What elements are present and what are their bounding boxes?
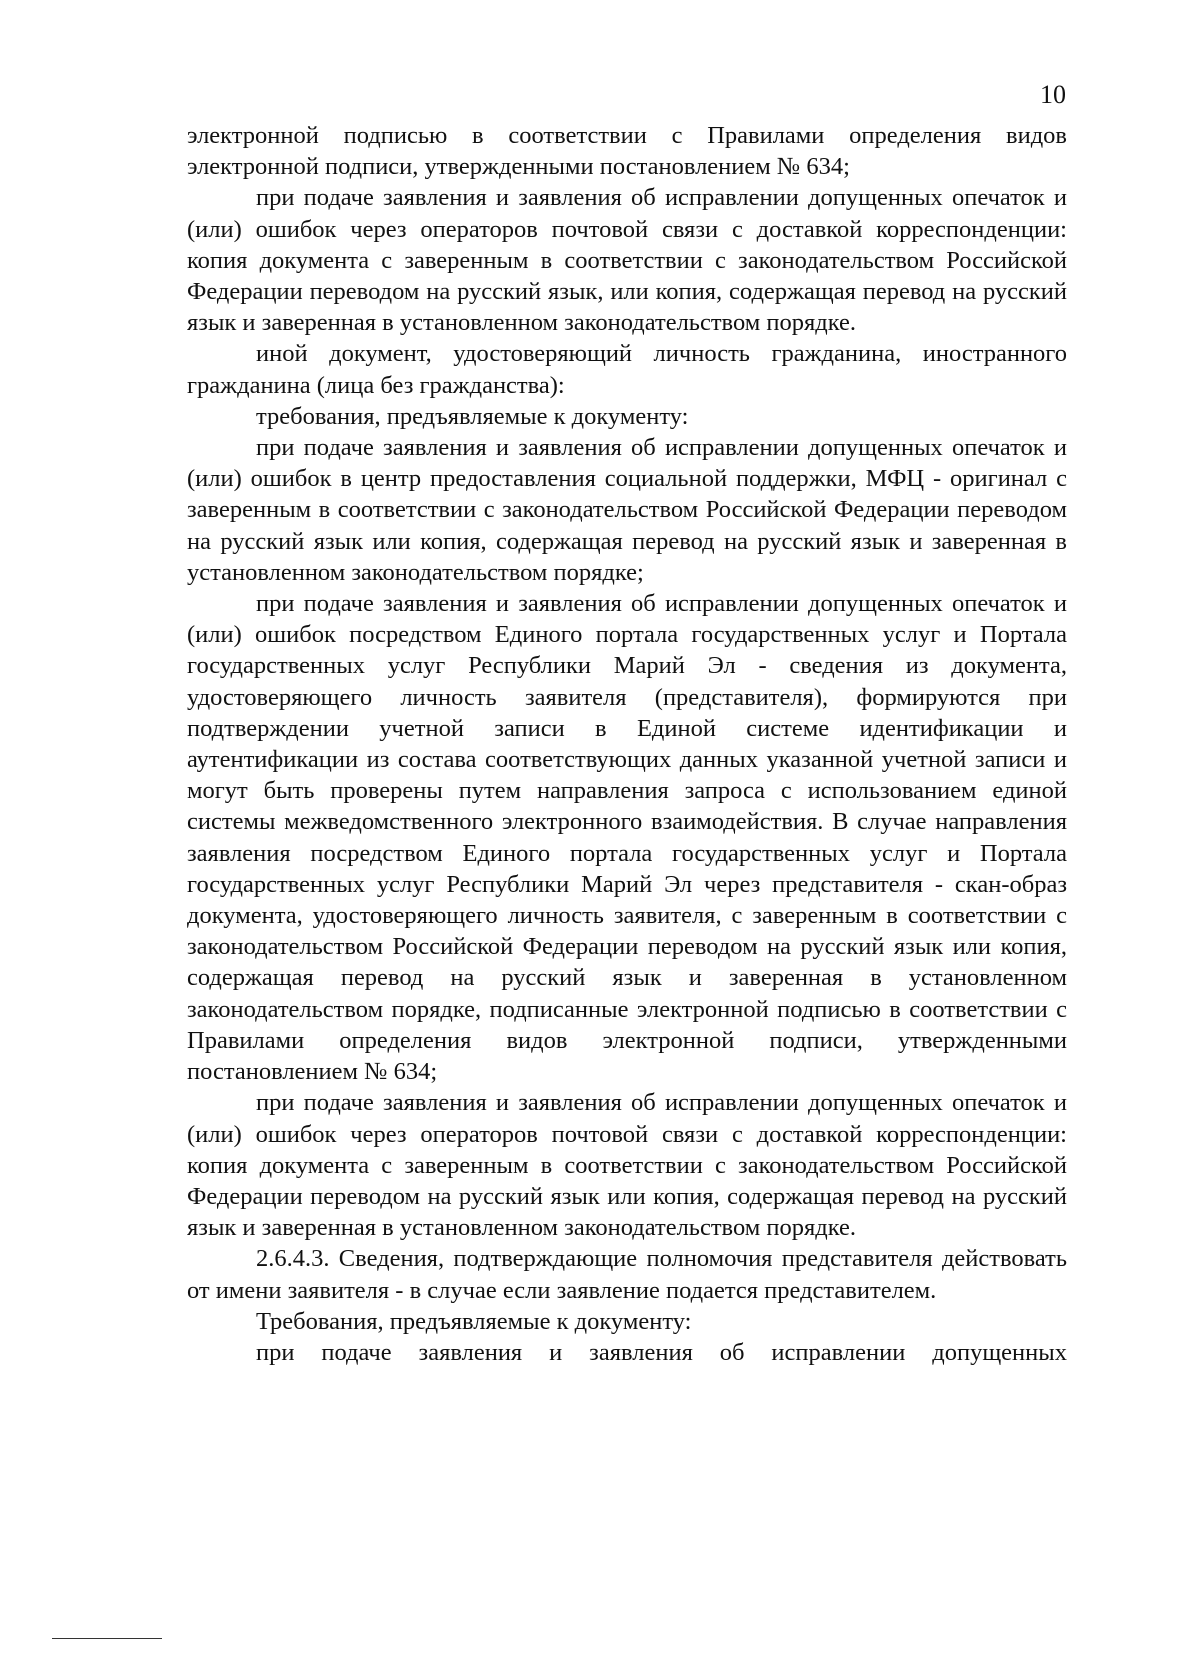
document-body — [187, 120, 1067, 1368]
paragraph-document-requirements-2: Требования, предъявляемые к документу: — [256, 1307, 692, 1335]
page-number: 10 — [1040, 80, 1066, 109]
paragraph-document-requirements-1: требования, предъявляемые к документу: — [256, 402, 689, 430]
paragraph-postal-submission-1: при подаче заявления и заявления об исправлении допущенных опечаток и (или) ошибок через операторов почтовой связи с доставкой корреспонденции: копия документа с заверенным в соответствии с законодательством Российской Федерации переводом на русский язык, или копия, содержащая перевод на русский язык и заверенная в установленном законодательством порядке. — [187, 184, 1067, 337]
paragraph-other-identity-document: иной документ, удостоверяющий личность гражданина, иностранного гражданина (лица без гражданства): — [187, 340, 1067, 399]
footer-rule — [52, 1638, 162, 1639]
paragraph-signature-continuation: электронной подписью в соответствии с Правилами определения видов электронной подписи, утвержденными постановлением № 634; — [187, 122, 1067, 181]
paragraph-postal-submission-2: при подаче заявления и заявления об исправлении допущенных опечаток и (или) ошибок через операторов почтовой связи с доставкой корреспонденции: копия документа с заверенным в соответствии с законодательством Российской Федерации переводом на русский язык или копия, содержащая перевод на русский язык и заверенная в установленном законодательством порядке. — [187, 1089, 1067, 1242]
paragraph-portal-submission: при подаче заявления и заявления об исправлении допущенных опечаток и (или) ошибок посредством Единого портала государственных услуг и Портала государственных услуг Республики Марий Эл - сведения из документа, удостоверяющего личность заявителя (представителя), формируются при подтверждении учетной записи в Единой системе идентификации и аутентификации из состава соответствующих данных указанной учетной записи и могут быть проверены путем направления запроса с использованием единой системы межведомственного электронного взаимодействия. В случае направления заявления посредством Единого портала государственных услуг и Портала государственных услуг Республики Марий Эл через представителя - скан-образ документа, удостоверяющего личность заявителя, с заверенным в соответствии с законодательством Российской Федерации переводом на русский язык или копия, содержащая перевод на русский язык и заверенная в установленном законодательством порядке, подписанные электронной подписью в соответствии с Правилами определения видов электронной подписи, утвержденными постановлением № 634; — [187, 590, 1067, 1086]
paragraph-social-support-center-submission: при подаче заявления и заявления об исправлении допущенных опечаток и (или) ошибок в центр предоставления социальной поддержки, МФЦ - оригинал с заверенным в соответствии с законодательством Российской Федерации переводом на русский язык или копия, содержащая перевод на русский язык и заверенная в установленном законодательством порядке; — [187, 434, 1067, 586]
paragraph-submission-continued: при подаче заявления и заявления об исправлении допущенных — [256, 1338, 1067, 1366]
paragraph-representative-authority: 2.6.4.3. Сведения, подтверждающие полномочия представителя действовать от имени заявителя - в случае если заявление подается представителем. — [187, 1245, 1067, 1304]
